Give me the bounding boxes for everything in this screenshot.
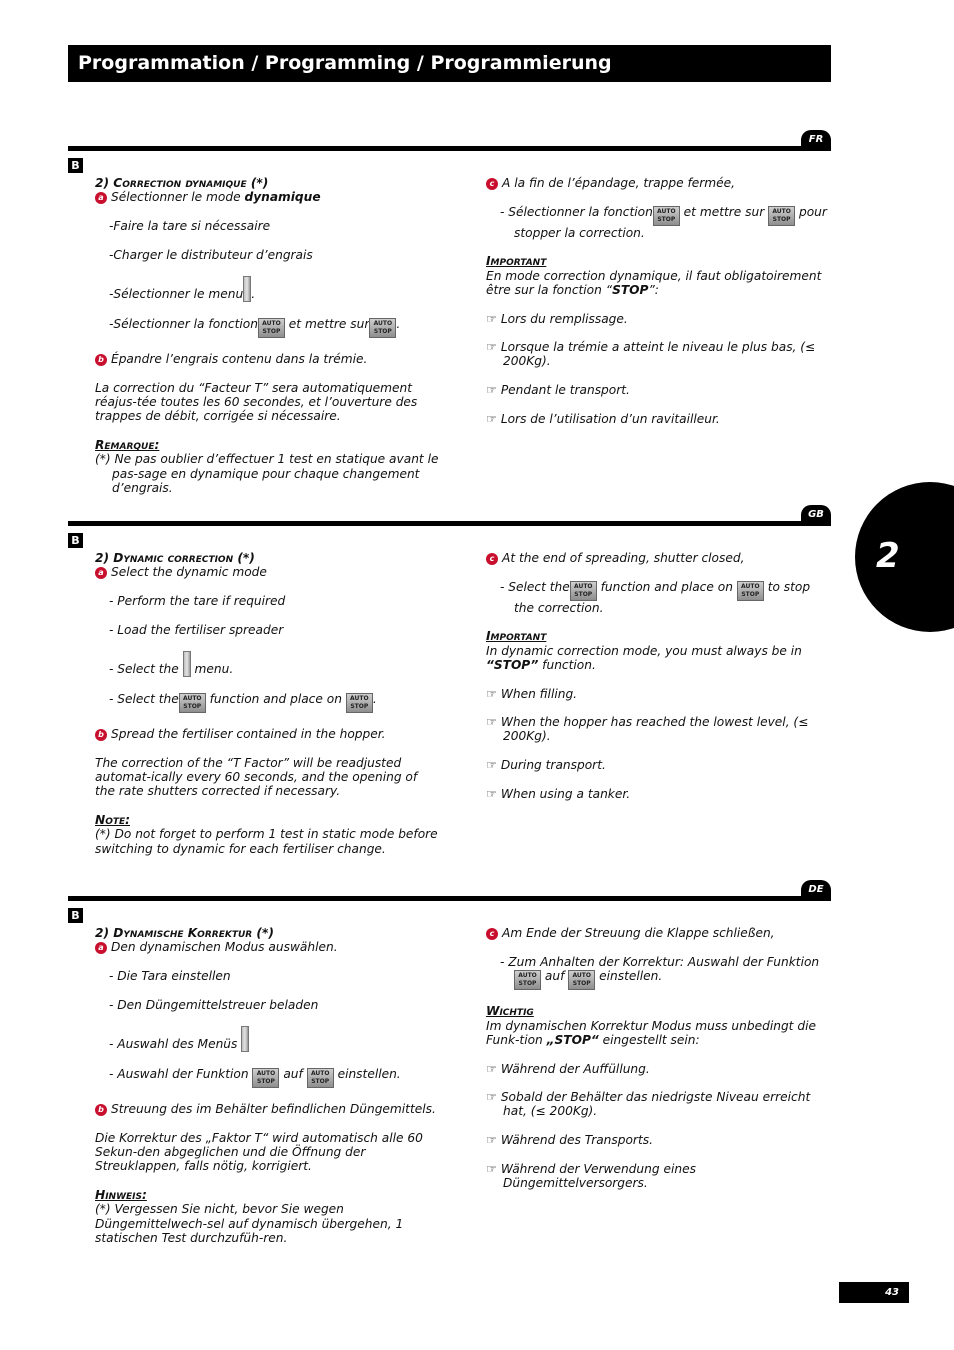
fr-bullet-1: Lors du remplissage.	[500, 311, 628, 326]
gb-bullet-3: During transport.	[500, 758, 606, 773]
fr-left-column: 2) Correction dynamique (*) a Sélectionner le mode dynamique -Faire la tare si nécessaire -Charger le distributeur d’engrais -Sélectionner le menu . -Sélectionner la fonction AUTO STOP et mettre sur AUTO STOP. b Épandre l’engrais contenu dans la trémie. La correction du “Facteur T” sera automatiquement réajus-tée toutes les 60 secondes, et l’ouverture des trappes de débit, corrigée si nécessaire. Remarque: (*) Ne pas oublier d’effectuer 1 test en statique avant le pas-sage en dynamique pour chaque changement d’engrais.	[95, 176, 439, 495]
fr-step-4-pre: -Sélectionner la fonction	[109, 316, 258, 331]
vertical-menu-icon	[243, 276, 251, 302]
marker-b-icon: b	[95, 354, 107, 366]
de-step-3: - Auswahl des Menüs	[109, 1037, 238, 1052]
fr-step-2: -Charger le distributeur d’engrais	[109, 247, 313, 262]
fr-b-text: Épandre l’engrais contenu dans la trémie.	[111, 352, 368, 367]
gb-step-3-pre: - Select the	[109, 662, 179, 677]
de-bullet-4: Während der Verwendung eines Düngemittelversorgers.	[500, 1161, 696, 1191]
fr-bullet-4: Lors de l’utilisation d’un ravitailleur.	[500, 411, 720, 426]
gb-c-step-post: to stop the correction.	[514, 579, 811, 615]
pointing-hand-icon: ☞	[486, 311, 497, 326]
fr-c-step-mid: et mettre sur	[683, 204, 765, 219]
auto-stop-icon: AUTO STOP	[568, 970, 595, 990]
gb-bullet-4: When using a tanker.	[500, 786, 631, 801]
lang-tab-fr: FR	[801, 130, 831, 150]
fr-a-bold: dynamique	[244, 190, 321, 205]
auto-stop-icon: AUTO STOP	[653, 206, 680, 226]
section-rule-gb	[68, 521, 831, 526]
de-bullet-2: Sobald der Behälter das niedrigste Niveau erreicht hat, (≤ 200Kg).	[500, 1090, 811, 1119]
de-step-4-mid: auf	[283, 1066, 303, 1081]
gb-a-text: Select the dynamic mode	[111, 565, 267, 580]
marker-a-icon: a	[95, 942, 107, 954]
chapter-side-tab	[855, 482, 954, 632]
de-bullet-1: Während der Auffüllung.	[500, 1061, 650, 1076]
de-b-text: Streuung des im Behälter befindlichen Düngemittels.	[111, 1102, 436, 1117]
gb-heading: 2) Dynamic correction (*)	[95, 551, 255, 565]
de-step-1: - Die Tara einstellen	[109, 968, 231, 983]
gb-step-3-post: menu.	[194, 662, 234, 677]
marker-c-icon: c	[486, 928, 498, 940]
pointing-hand-icon: ☞	[486, 686, 497, 701]
de-note-title: Hinweis:	[95, 1188, 147, 1203]
fr-important-pre: En mode correction dynamique, il faut obligatoirement être sur la fonction “	[486, 268, 822, 297]
marker-a-icon: a	[95, 567, 107, 579]
auto-stop-icon: AUTO STOP	[252, 1068, 279, 1088]
marker-c-icon: c	[486, 178, 498, 190]
auto-stop-icon: AUTO STOP	[258, 318, 285, 338]
gb-step-4-mid: function and place on	[209, 691, 342, 706]
pointing-hand-icon: ☞	[486, 1090, 497, 1105]
gb-note-text: (*) Do not forget to perform 1 test in static mode before switching to dynamic for each fertiliser change.	[95, 827, 438, 856]
de-important-post: eingestellt sein:	[598, 1032, 700, 1047]
fr-step-1: -Faire la tare si nécessaire	[109, 218, 271, 233]
de-important-bold: „STOP“	[546, 1032, 599, 1047]
de-bullet-3: Während des Transports.	[500, 1133, 653, 1148]
section-letter-fr: B	[68, 158, 83, 173]
page-number: 43	[839, 1282, 909, 1303]
de-important-title: Wichtig	[486, 1004, 534, 1019]
auto-stop-icon: AUTO STOP	[307, 1068, 334, 1088]
fr-bullet-2: Lorsque la trémie a atteint le niveau le plus bas, (≤ 200Kg).	[500, 340, 816, 369]
pointing-hand-icon: ☞	[486, 1133, 497, 1148]
auto-stop-icon: AUTO STOP	[737, 581, 764, 601]
fr-step-4-mid: et mettre sur	[288, 316, 370, 331]
gb-step-4-pre: - Select the	[109, 691, 179, 706]
fr-important-post: ”:	[648, 282, 659, 297]
pointing-hand-icon: ☞	[486, 340, 497, 355]
gb-important-title: Important	[486, 629, 547, 644]
gb-step-1: - Perform the tare if required	[109, 593, 286, 608]
fr-right-column	[486, 176, 831, 426]
section-rule-de	[68, 896, 831, 901]
gb-step-2: - Load the fertiliser spreader	[109, 622, 284, 637]
de-c-step-pre: - Zum Anhalten der Korrektur: Auswahl der Funktion	[500, 954, 820, 969]
de-right-column	[486, 926, 831, 1190]
marker-b-icon: b	[95, 729, 107, 741]
page-header: Programmation / Programming / Programmierung	[68, 45, 831, 82]
auto-stop-icon: AUTO STOP	[514, 970, 541, 990]
gb-c-text: At the end of spreading, shutter closed,	[502, 551, 745, 565]
fr-step-3: -Sélectionner le menu	[109, 287, 244, 302]
fr-c-step-post: pour stopper la correction.	[514, 204, 827, 240]
fr-heading: 2) Correction dynamique (*)	[95, 176, 269, 190]
fr-c-text: A la fin de l’épandage, trappe fermée,	[502, 176, 736, 190]
auto-stop-icon: AUTO STOP	[369, 318, 396, 338]
fr-bullet-3: Pendant le transport.	[500, 383, 630, 398]
gb-c-step-mid: function and place on	[600, 579, 733, 594]
de-paragraph: Die Korrektur des „Faktor T“ wird automatisch alle 60 Sekun-den abgeglichen und die Öffnung der Streuklappen, falls nötig, korrigiert.	[95, 1131, 423, 1174]
fr-note-text: (*) Ne pas oublier d’effectuer 1 test en statique avant le pas-sage en dynamique pour chaque changement d’engrais.	[95, 452, 439, 495]
marker-c-icon: c	[486, 553, 498, 565]
pointing-hand-icon: ☞	[486, 758, 497, 773]
auto-stop-icon: AUTO STOP	[346, 693, 373, 713]
de-heading: 2) Dynamische Korrektur (*)	[95, 926, 274, 940]
lang-tab-gb: GB	[801, 505, 831, 525]
gb-important-pre: In dynamic correction mode, you must always be in	[486, 643, 802, 658]
pointing-hand-icon: ☞	[486, 786, 497, 801]
pointing-hand-icon: ☞	[486, 715, 497, 730]
de-step-4-post: einstellen.	[337, 1066, 401, 1081]
auto-stop-icon: AUTO STOP	[768, 206, 795, 226]
gb-left-column: 2) Dynamic correction (*) a Select the dynamic mode - Perform the tare if required - Load the fertiliser spreader - Select the menu. - Select the AUTO STOP function and place on AUTO STOP. b Spread the fertiliser contained in the hopper. The correction of the “T Factor” will be readjusted automat-ically every 60 seconds, and the opening of the rate shutters corrected if necessary. Note: (*) Do not forget to perform 1 test in static mode before switching to dynamic for each fertiliser change.	[95, 551, 440, 856]
pointing-hand-icon: ☞	[486, 1161, 497, 1176]
lang-tab-de: DE	[801, 880, 831, 900]
de-c-text: Am Ende der Streuung die Klappe schließen,	[502, 926, 775, 940]
vertical-menu-icon	[241, 1026, 249, 1052]
auto-stop-icon: AUTO STOP	[570, 581, 597, 601]
marker-b-icon: b	[95, 1104, 107, 1116]
de-left-column	[95, 926, 440, 1245]
gb-important-post: function.	[538, 657, 596, 672]
chapter-number: 2	[876, 536, 900, 576]
fr-paragraph: La correction du “Facteur T” sera automatiquement réajus-tée toutes les 60 secondes, et l’ouverture des trappes de débit, corrigée si nécessaire.	[95, 381, 418, 424]
pointing-hand-icon: ☞	[486, 383, 497, 398]
pointing-hand-icon: ☞	[486, 1061, 497, 1076]
de-step-2: - Den Düngemittelstreuer beladen	[109, 997, 319, 1012]
fr-important-title: Important	[486, 254, 547, 269]
de-c-step-post: einstellen.	[599, 968, 663, 983]
de-note-text: (*) Vergessen Sie nicht, bevor Sie wegen Düngemittelwech-sel auf dynamisch übergehen, 1 statischen Test durchzufüh-ren.	[95, 1202, 404, 1245]
section-rule-fr	[68, 146, 831, 151]
fr-important-bold: STOP	[612, 282, 649, 297]
fr-a-text: Sélectionner le mode	[111, 190, 245, 205]
section-letter-gb: B	[68, 533, 83, 548]
fr-c-step-pre: - Sélectionner la fonction	[500, 204, 653, 219]
pointing-hand-icon: ☞	[486, 411, 497, 426]
de-c-step-mid: auf	[544, 968, 565, 983]
fr-note-title: Remarque:	[95, 438, 160, 453]
gb-important-bold: “STOP”	[486, 657, 539, 672]
gb-right-column	[486, 551, 831, 801]
gb-bullet-2: When the hopper has reached the lowest level, (≤ 200Kg).	[500, 715, 809, 744]
gb-b-text: Spread the fertiliser contained in the hopper.	[111, 727, 386, 742]
gb-note-title: Note:	[95, 813, 131, 828]
gb-bullet-1: When filling.	[500, 686, 578, 701]
de-step-4-pre: - Auswahl der Funktion	[109, 1066, 249, 1081]
auto-stop-icon: AUTO STOP	[179, 693, 206, 713]
gb-paragraph: The correction of the “T Factor” will be readjusted automat-ically every 60 seconds, and the opening of the rate shutters corrected if necessary.	[95, 756, 418, 799]
vertical-menu-icon	[183, 651, 191, 677]
marker-a-icon: a	[95, 192, 107, 204]
de-a-text: Den dynamischen Modus auswählen.	[111, 940, 338, 955]
section-letter-de: B	[68, 908, 83, 923]
de-important-pre: Im dynamischen Korrektur Modus muss unbedingt die Funk-tion	[486, 1018, 816, 1047]
gb-c-step-pre: - Select the	[500, 579, 570, 594]
